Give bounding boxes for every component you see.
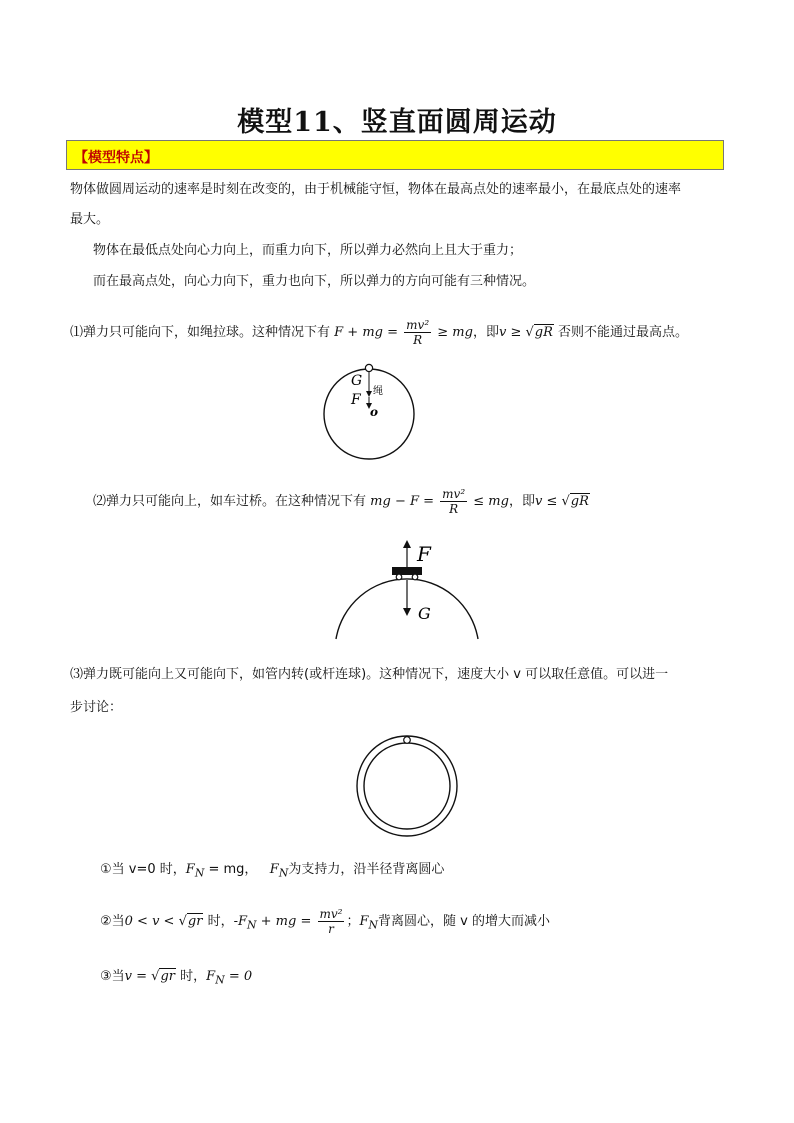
intro-paragraph-1-line-1: 物体做圆周运动的速率是时刻在改变的，由于机械能守恒，物体在最高点处的速率最小，在最底点处的速率 <box>70 182 682 197</box>
sub-case-2-fraction-denominator: r <box>328 922 334 936</box>
case-1-radicand: gR <box>534 325 553 340</box>
case-2-velocity: v ≤ <box>534 494 558 509</box>
sub-case-2-sqrt: √gr <box>178 914 203 929</box>
case-1-velocity: v ≥ <box>498 325 522 340</box>
gravity-arrow-icon <box>403 608 411 616</box>
case-2-radicand: gR <box>570 494 589 509</box>
sub-case-2-radicand: gr <box>187 914 203 929</box>
sub-case-2-lhs: -F <box>233 914 248 929</box>
sub-case-3-radicand: gr <box>160 969 176 984</box>
intro-paragraph-2: 物体在最低点处向心力向上，而重力向下，所以弹力必然向上且大于重力； <box>93 243 523 258</box>
sub-case-3-force-subscript: N <box>215 973 225 987</box>
support-arrow-icon <box>403 540 411 548</box>
case-1-sqrt: √gR <box>525 325 553 340</box>
gravity-label: G <box>351 373 363 389</box>
sub-case-2-fraction <box>318 907 345 936</box>
case-1-fraction-numerator: mv² <box>406 318 430 332</box>
sub-case-1-force-2: F <box>269 862 279 877</box>
case-3-line-1: ⑶弹力既可能向上又可能向下，如管内转(或杆连球)。这种情况下，速度大小 v 可以取任意值。可以进一 <box>70 667 669 682</box>
sub-case-3-sqrt: √gr <box>151 969 176 984</box>
tension-label: F <box>351 392 361 408</box>
case-1-fraction-denominator: R <box>413 333 423 347</box>
sub-case-2 <box>100 907 550 941</box>
gravity-label: G <box>418 604 431 623</box>
sub-case-2-condition: 0 < v < <box>124 914 175 929</box>
gravity-arrow-icon <box>366 391 372 397</box>
sub-case-1-prefix: ①当 v=0 时， <box>100 862 186 877</box>
intro-paragraph-1-line-2: 最大。 <box>70 212 110 227</box>
rope-ball-diagram <box>315 358 435 468</box>
ball-icon <box>365 364 372 371</box>
page-title: 模型11、竖直面圆周运动 <box>237 107 557 138</box>
sub-case-3-shi: 时， <box>180 969 207 984</box>
case-2-sqrt: √gR <box>561 494 589 509</box>
sub-case-1-force-subscript: N <box>194 866 205 880</box>
sub-case-3-velocity: v = <box>124 969 148 984</box>
sub-case-1 <box>100 861 444 883</box>
sub-case-3-force: F <box>206 969 216 984</box>
tube-inner-circle <box>364 743 450 829</box>
sub-case-3-equation: = 0 <box>228 969 253 984</box>
case-1-statement <box>70 318 688 348</box>
case-2-fraction-numerator: mv² <box>442 487 466 501</box>
car-wheel-left-icon <box>396 574 402 580</box>
sub-case-2-force-subscript: N <box>368 918 378 932</box>
case-3-line-2: 步讨论： <box>70 700 123 715</box>
rope-label: 绳 <box>373 386 383 397</box>
case-1-fraction <box>404 318 431 347</box>
sub-case-1-equation: = mg， <box>208 862 258 877</box>
case-2-fraction <box>440 487 467 516</box>
sub-case-2-lhs-2: + mg = <box>260 914 312 929</box>
sub-case-1-suffix: 为支持力，沿半径背离圆心 <box>288 862 445 877</box>
sub-case-1-force-2-subscript: N <box>278 866 289 880</box>
sub-case-2-prefix: ②当 <box>100 914 125 929</box>
case-2-statement <box>93 487 590 517</box>
center-label: o <box>370 405 379 419</box>
sub-case-2-shi: 时， <box>207 914 234 929</box>
sub-case-2-force: F <box>359 914 369 929</box>
case-2-equation-lhs: mg − F = <box>370 494 435 509</box>
sub-case-2-subscript: N <box>247 918 257 932</box>
sub-case-3-prefix: ③当 <box>100 969 125 984</box>
case-1-conjunction: ，即 <box>472 325 499 340</box>
sub-case-2-semicolon: ； <box>346 914 360 929</box>
case-2-inequality: ≤ mg <box>473 494 509 509</box>
case-1-equation-lhs: F + mg = <box>334 325 399 340</box>
support-force-label: F <box>417 542 431 566</box>
sub-case-2-fraction-numerator: mv² <box>319 907 343 921</box>
sub-case-3 <box>100 968 252 990</box>
ball-icon <box>404 737 411 744</box>
car-wheel-right-icon <box>412 574 418 580</box>
case-2-prefix: ⑵弹力只可能向上，如车过桥。在这种情况下有 <box>93 494 367 509</box>
case-1-suffix: 否则不能通过最高点。 <box>558 325 689 340</box>
bridge-car-diagram <box>330 537 485 641</box>
car-icon <box>392 567 422 575</box>
case-1-prefix: ⑴弹力只可能向下，如绳拉球。这种情况下有 <box>70 325 331 340</box>
case-2-conjunction: ，即 <box>508 494 535 509</box>
sub-case-1-force: F <box>185 862 195 877</box>
tube-diagram <box>322 734 492 838</box>
case-1-inequality: ≥ mg <box>437 325 473 340</box>
intro-paragraph-3: 而在最高点处，向心力向下，重力也向下，所以弹力的方向可能有三种情况。 <box>93 274 536 289</box>
section-label: 【模型特点】 <box>74 150 158 166</box>
tube-outer-circle <box>357 736 457 836</box>
sub-case-2-suffix: 背离圆心，随 v 的增大而减小 <box>378 914 550 929</box>
section-banner <box>66 140 724 170</box>
case-2-fraction-denominator: R <box>449 502 459 516</box>
